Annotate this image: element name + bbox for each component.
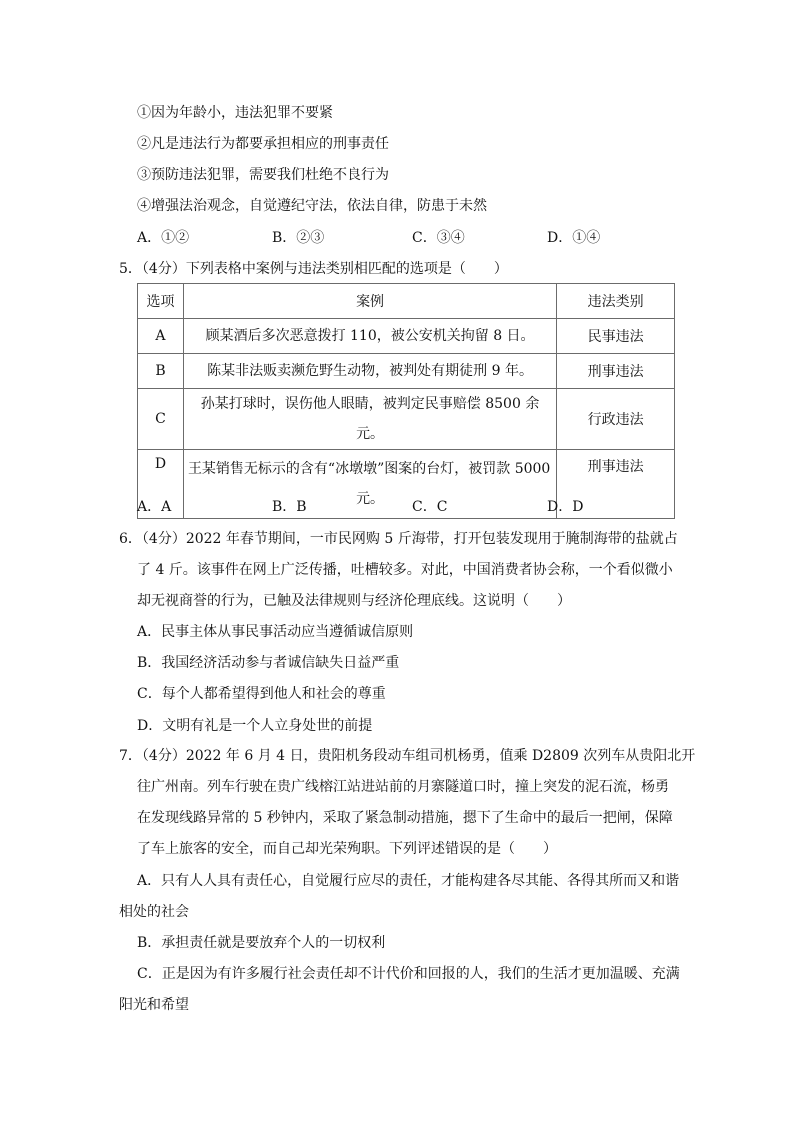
q6-stem-line-3: 却无视商誉的行为，已触及法律规则与经济伦理底线。这说明（ ） [137,593,571,609]
row-case: 孙某打球时，误伤他人眼睛，被判定民事赔偿 8500 余元。 [183,389,556,450]
q6-option-c: C．每个人都希望得到他人和社会的尊重 [137,686,386,702]
table-row [138,450,675,519]
table-row [138,354,675,389]
q7-option-a-line-1: A．只有人人具有责任心，自觉履行应尽的责任，才能构建各尽其能、各得其所而又和谐 [137,873,680,889]
q7-option-c-line-2: 阳光和希望 [119,997,189,1013]
q4-option-b: B．②③ [272,230,325,246]
q6-stem-line-2: 了 4 斤。该事件在网上广泛传播，吐槽较多。对此，中国消费者协会称，一个看似微小 [137,562,673,578]
row-option: D [138,450,184,519]
header-option: 选项 [138,284,184,319]
q7-stem-line-2: 往广州南。列车行驶在贵广线榕江站进站前的月寨隧道口时，撞上突发的泥石流，杨勇 [137,779,669,795]
q6-stem-line-1: 6．（4分）2022 年春节期间，一市民网购 5 斤海带，打开包装发现用于腌制海带的盐就占 [119,531,678,547]
row-option: B [138,354,184,389]
q7-option-a-line-2: 相处的社会 [119,904,189,920]
row-type: 民事违法 [557,319,675,354]
row-option: A [138,319,184,354]
q7-option-b: B．承担责任就是要放弃个人的一切权利 [137,935,386,951]
q6-option-a: A．民事主体从事民事活动应当遵循诚信原则 [137,624,414,640]
header-type: 违法类别 [557,284,675,319]
header-case: 案例 [183,284,556,319]
row-case: 顾某酒后多次恶意拨打 110，被公安机关拘留 8 日。 [183,319,556,354]
q7-stem-line-1: 7．（4分）2022 年 6 月 4 日，贵阳机务段动车组司机杨勇，值乘 D2809 次列车从贵阳北开 [119,748,696,764]
q4-option-d: D．①④ [547,230,601,246]
q7-stem-line-3: 在发现线路异常的 5 秒钟内，采取了紧急制动措施，摁下了生命中的最后一把闸，保障 [137,810,673,826]
row-type: 刑事违法 [557,450,675,519]
q6-option-d: D．文明有礼是一个人立身处世的前提 [137,718,373,734]
q4-statement-3: ③预防违法犯罪，需要我们杜绝不良行为 [137,167,389,183]
q7-stem-line-4: 了车上旅客的安全，而自己却光荣殉职。下列评述错误的是（ ） [137,841,557,857]
table-header-row [138,284,675,319]
row-option: C [138,389,184,450]
row-case-line-2: 元。 [356,491,385,507]
q5-stem: 5．（4分）下列表格中案例与违法类别相匹配的选项是（ ） [119,261,508,277]
table-row [138,319,675,354]
q5-option-b: B．B [272,499,307,515]
q4-statement-1: ①因为年龄小，违法犯罪不要紧 [137,105,333,121]
row-case [183,450,556,519]
q7-option-c-line-1: C．正是因为有许多履行社会责任却不计代价和回报的人，我们的生活才更加温暖、充满 [137,966,680,982]
row-case: 陈某非法贩卖濒危野生动物，被判处有期徒刑 9 年。 [183,354,556,389]
q5-option-d: D．D [547,499,584,515]
q5-option-a: A．A [137,499,172,515]
q4-statement-2: ②凡是违法行为都要承担相应的刑事责任 [137,136,389,152]
q4-statement-4: ④增强法治观念，自觉遵纪守法，依法自律，防患于未然 [137,198,487,214]
row-type: 行政违法 [557,389,675,450]
q5-option-c: C．C [412,499,448,515]
q6-option-b: B．我国经济活动参与者诚信缺失日益严重 [137,655,400,671]
table-row [138,389,675,450]
q4-option-c: C．③④ [412,230,465,246]
row-type: 刑事违法 [557,354,675,389]
q5-case-table [137,283,675,519]
q4-option-a: A．①② [137,230,190,246]
row-case-line-1: 王某销售无标示的含有“冰墩墩”图案的台灯，被罚款 5000 [187,461,551,477]
